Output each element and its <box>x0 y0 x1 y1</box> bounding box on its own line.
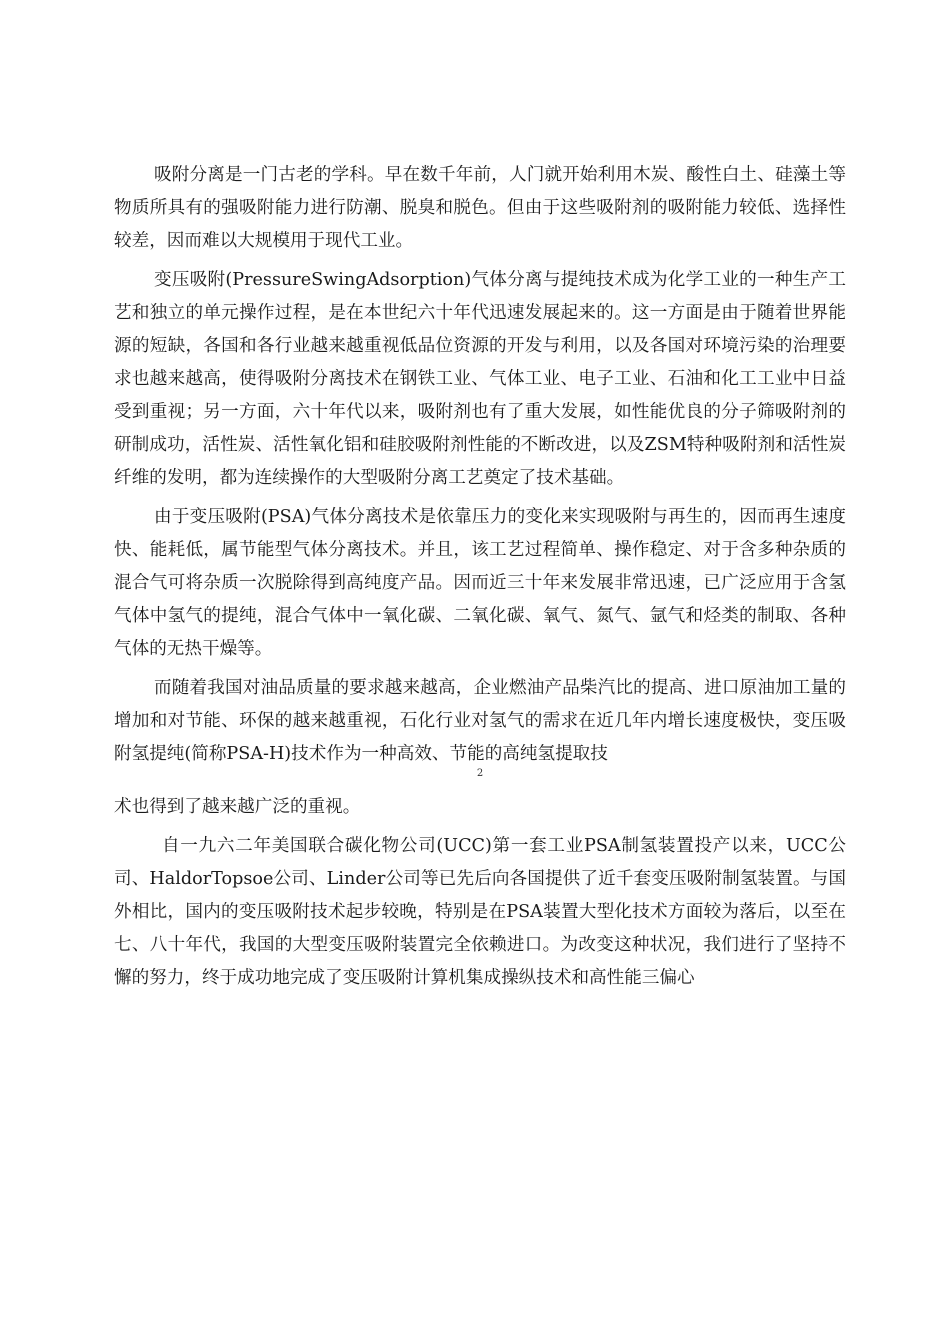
paragraph-psa-development: 变压吸附(PressureSwingAdsorption)气体分离与提纯技术成为化学工业的一种生产工艺和独立的单元操作过程，是在本世纪六十年代迅速发展起来的。这一方面是由于随着世界能源的短缺，各国和各行业越来越重视低品位资源的开发与利用，以及各国对环境污染的治理要求也越来越高，使得吸附分离技术在钢铁工业、气体工业、电子工业、石油和化工工业中日益受到重视；另一方面，六十年代以来，吸附剂也有了重大发展，如性能优良的分子筛吸附剂的研制成功，活性炭、活性氧化铝和硅胶吸附剂性能的不断改进，以及ZSM特种吸附剂和活性炭纤维的发明，都为连续操作的大型吸附分离工艺奠定了技术基础。 <box>114 270 846 488</box>
page-number: 2 <box>476 768 484 779</box>
paragraph-adsorption-history: 吸附分离是一门古老的学科。早在数千年前，人门就开始利用木炭、酸性白土、硅藻土等物质所具有的强吸附能力进行防潮、脱臭和脱色。但由于这些吸附剂的吸附能力较低、选择性较差，因而难以大规模用于现代工业。 <box>114 165 846 251</box>
document-body <box>114 159 846 1001</box>
paragraph-continuation: 术也得到了越来越广泛的重视。 <box>114 797 361 817</box>
paragraph-ucc-history: 自一九六二年美国联合碳化物公司(UCC)第一套工业PSA制氢装置投产以来，UCC公司、HaldorTopsoe公司、Linder公司等已先后向各国提供了近千套变压吸附制氢装置。与国外相比，国内的变压吸附技术起步较晚，特别是在PSA装置大型化技术方面较为落后，以至在七、八十年代，我国的大型变压吸附装置完全依赖进口。为改变这种状况，我们进行了坚持不懈的努力，终于成功地完成了变压吸附计算机集成操纵技术和高性能三偏心 <box>114 836 846 988</box>
paragraph-psa-advantages: 由于变压吸附(PSA)气体分离技术是依靠压力的变化来实现吸附与再生的，因而再生速度快、能耗低，属节能型气体分离技术。并且，该工艺过程简单、操作稳定、对于含多种杂质的混合气可将杂质一次脱除得到高纯度产品。因而近三十年来发展非常迅速，已广泛应用于含氢气体中氢气的提纯，混合气体中一氧化碳、二氧化碳、氧气、氮气、氩气和烃类的制取、各种气体的无热干燥等。 <box>114 507 846 659</box>
paragraph-hydrogen-demand: 而随着我国对油品质量的要求越来越高，企业燃油产品柴汽比的提高、进口原油加工量的增加和对节能、环保的越来越重视，石化行业对氢气的需求在近几年内增长速度极快，变压吸附氢提纯(简称PSA-H)技术作为一种高效、节能的高纯氢提取技 <box>114 678 846 764</box>
